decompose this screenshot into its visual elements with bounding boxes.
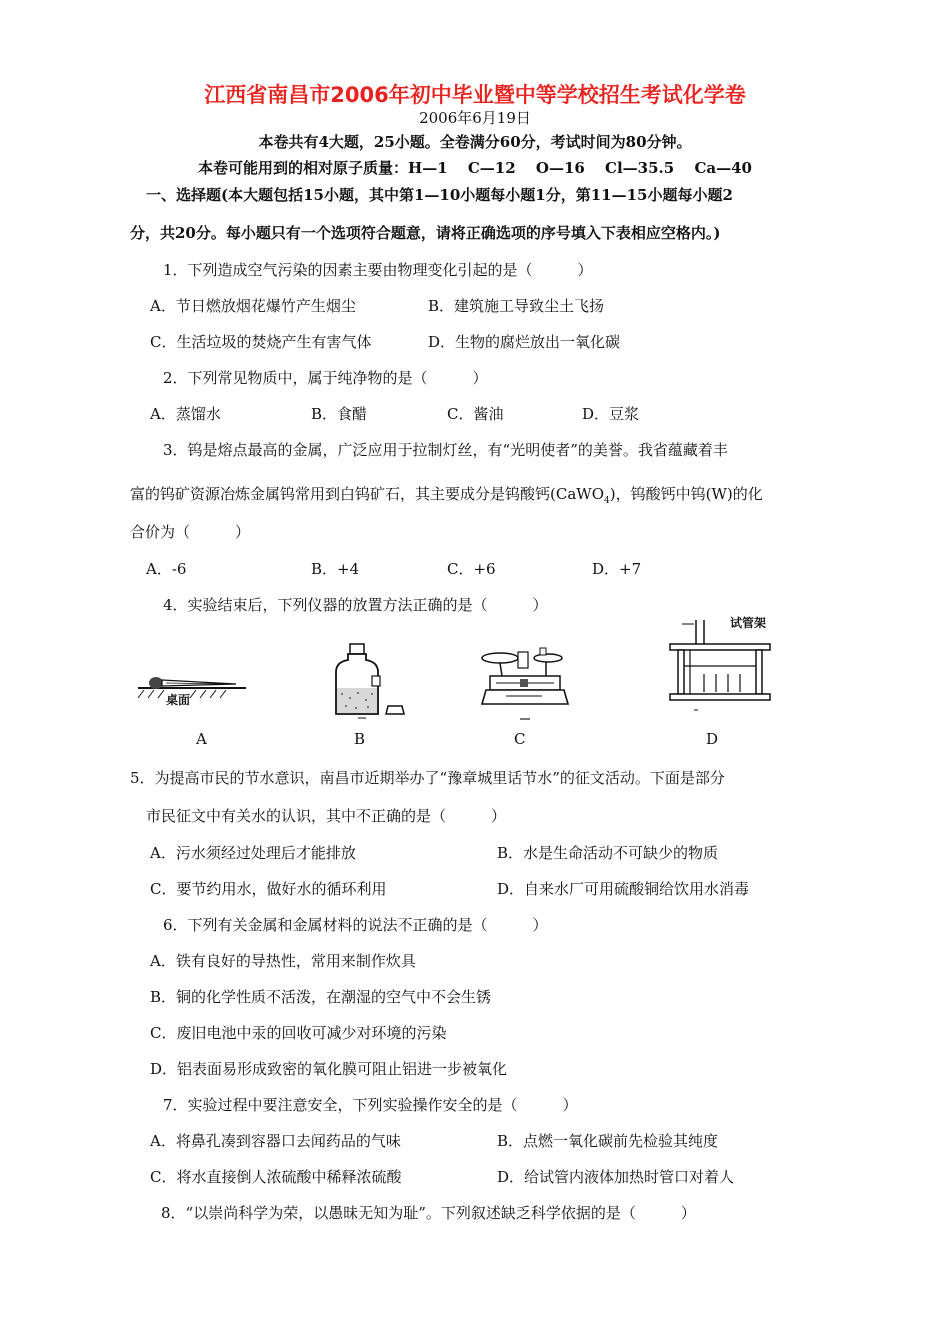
q8-stem: 8．“以崇尚科学为荣，以愚昧无知为耻”。下列叙述缺乏科学依据的是（ ）	[161, 1204, 696, 1222]
q1-option-a: A．节日燃放烟花爆竹产生烟尘	[150, 297, 356, 315]
q2-option-d: D．豆浆	[582, 405, 640, 423]
figure-b-reagent-bottle	[328, 640, 408, 720]
q5-option-c: C．要节约用水，做好水的循环利用	[150, 880, 387, 898]
q2-option-c: C．酱油	[447, 405, 504, 423]
q2-option-a: A．蒸馏水	[150, 405, 221, 423]
q1-option-b: B．建筑施工导致尘土飞扬	[428, 297, 605, 315]
exam-intro-2: 本卷可能用到的相对原子质量：H—1 C—12 O—16 Cl—35.5 Ca—40	[198, 159, 752, 177]
q7-stem: 7．实验过程中要注意安全，下列实验操作安全的是（ ）	[163, 1096, 578, 1114]
q5-stem-line-2: 市民征文中有关水的认识，其中不正确的是（ ）	[146, 807, 507, 825]
q6-option-a: A．铁有良好的导热性，常用来制作炊具	[150, 952, 416, 970]
exam-intro-1: 本卷共有4大题，25小题。全卷满分60分，考试时间为80分钟。	[258, 133, 692, 151]
q6-stem: 6．下列有关金属和金属材料的说法不正确的是（ ）	[163, 916, 548, 934]
figure-a-table-label: 桌面	[166, 693, 191, 707]
q3-stem-line-2: 富的钨矿资源冶炼金属钨常用到白钨矿石，其主要成分是钨酸钙(CaWO$_4$)，钨酸钙中钨(W)的化	[130, 485, 763, 506]
q3-stem-line-1: 3．钨是熔点最高的金属，广泛应用于拉制灯丝，有“光明使者”的美誉。我省蕴藏着丰	[163, 441, 728, 459]
q7-option-c: C．将水直接倒人浓硫酸中稀释浓硫酸	[150, 1168, 402, 1186]
q3-option-b: B．+4	[311, 560, 360, 578]
q5-option-b: B．水是生命活动不可缺少的物质	[497, 844, 719, 862]
q3-option-a: A．-6	[146, 560, 187, 578]
section1-instructions-2: 分，共20分。每小题只有一个选项符合题意，请将正确选项的序号填入下表相应空格内。)	[130, 224, 721, 242]
exam-date: 2006年6月19日	[419, 109, 531, 127]
figure-label-a: A	[196, 730, 207, 748]
q7-option-a: A．将鼻孔凑到容器口去闻药品的气味	[150, 1132, 401, 1150]
q2-option-b: B．食醋	[311, 405, 368, 423]
q3-option-d: D．+7	[592, 560, 642, 578]
q3-option-c: C．+6	[447, 560, 496, 578]
figure-label-b: B	[354, 730, 366, 748]
q1-stem: 1．下列造成空气污染的因素主要由物理变化引起的是（ ）	[163, 261, 593, 279]
section1-instructions-1: 一、选择题(本大题包括15小题，其中第1—10小题每小题1分，第11—15小题每小题2	[146, 186, 733, 204]
q1-option-c: C．生活垃圾的焚烧产生有害气体	[150, 333, 372, 351]
figure-c-balance	[476, 646, 572, 724]
q5-stem-line-1: 5．为提高市民的节水意识，南昌市近期举办了“豫章城里话节水”的征文活动。下面是部分	[130, 769, 725, 787]
figure-a-dropper-on-table	[136, 668, 252, 714]
q1-option-d: D．生物的腐烂放出一氧化碳	[428, 333, 621, 351]
q5-option-d: D．自来水厂可用硫酸铜给饮用水消毒	[497, 880, 750, 898]
figure-label-d: D	[706, 730, 719, 748]
figure-d-rack-label: 试管架	[730, 616, 767, 630]
q6-option-d: D．铝表面易形成致密的氧化膜可阻止铝进一步被氧化	[150, 1060, 508, 1078]
q7-option-d: D．给试管内液体加热时管口对着人	[497, 1168, 735, 1186]
q6-option-b: B．铜的化学性质不活泼，在潮湿的空气中不会生锈	[150, 988, 492, 1006]
q2-stem: 2．下列常见物质中，属于纯净物的是（ ）	[163, 369, 488, 387]
exam-title: 江西省南昌市2006年初中毕业暨中等学校招生考试化学卷	[204, 83, 746, 107]
q3-stem-line-3: 合价为（ ）	[130, 523, 251, 541]
q6-option-c: C．废旧电池中汞的回收可减少对环境的污染	[150, 1024, 447, 1042]
q5-option-a: A．污水须经过处理后才能排放	[150, 844, 356, 862]
figure-label-c: C	[514, 730, 526, 748]
q4-stem: 4．实验结束后，下列仪器的放置方法正确的是（ ）	[163, 596, 548, 614]
q7-option-b: B．点燃一氧化碳前先检验其纯度	[497, 1132, 719, 1150]
